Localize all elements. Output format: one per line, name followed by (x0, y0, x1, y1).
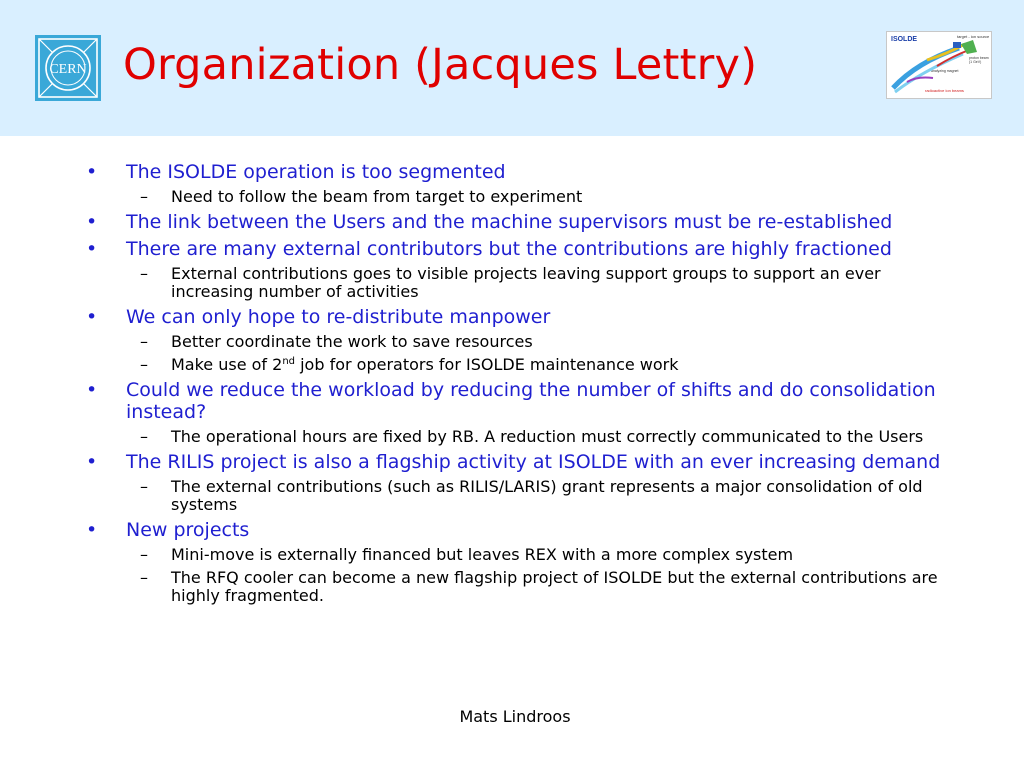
sub-bullet-item (86, 428, 946, 446)
dash-marker: – (140, 332, 148, 351)
dash-marker: – (140, 187, 148, 206)
bullet-item (86, 306, 946, 328)
svg-text:target - ion source: target - ion source (957, 34, 990, 39)
bullet-item (86, 519, 946, 541)
sub-bullet-text: The external contributions (such as RILIS/LARIS) grant represents a major consolidation of old systems (171, 477, 923, 514)
bullet-marker: • (86, 306, 98, 328)
sub-bullet-text: Mini-move is externally financed but leaves REX with a more complex system (171, 545, 794, 564)
dash-marker: – (140, 355, 148, 374)
bullet-text: The RILIS project is also a flagship activity at ISOLDE with an ever increasing demand (126, 451, 941, 473)
sub-bullet-text-post: job for operators for ISOLDE maintenance work (295, 355, 679, 374)
svg-text:radioactive ion beams: radioactive ion beams (925, 88, 964, 93)
cern-logo-text: CERN (49, 62, 87, 77)
dash-marker: – (140, 545, 148, 564)
bullet-marker: • (86, 379, 98, 401)
dash-marker: – (140, 568, 148, 587)
svg-text:proton beam: proton beam (969, 56, 989, 60)
bullet-item (86, 211, 946, 233)
sub-bullet-text: The operational hours are fixed by RB. A reduction must correctly communicated to the Users (171, 427, 924, 446)
bullet-text: There are many external contributors but the contributions are highly fractioned (126, 238, 892, 260)
dash-marker: – (140, 477, 148, 496)
bullet-text: New projects (126, 519, 250, 541)
bullet-text: We can only hope to re-distribute manpower (126, 306, 551, 328)
bullet-item (86, 451, 946, 473)
sub-bullet-item (86, 333, 946, 351)
slide-body (86, 156, 946, 605)
slide-title: Organization (Jacques Lettry) (123, 40, 758, 90)
bullet-text: Could we reduce the workload by reducing the number of shifts and do consolidation instead? (126, 379, 936, 423)
sub-bullet-text: Better coordinate the work to save resources (171, 332, 533, 351)
slide-footer-author: Mats Lindroos (459, 707, 571, 726)
svg-text:(1 GeV): (1 GeV) (969, 60, 982, 64)
bullet-marker: • (86, 161, 98, 183)
svg-text:analyzing magnet: analyzing magnet (931, 69, 959, 73)
sub-bullet-item (86, 546, 946, 564)
sub-bullet-item (86, 188, 946, 206)
bullet-item (86, 379, 946, 423)
sub-bullet-item (86, 356, 946, 374)
sub-bullet-item (86, 478, 946, 514)
bullet-item (86, 238, 946, 260)
slide-header (0, 0, 1024, 136)
bullet-item (86, 161, 946, 183)
sub-bullet-text: The RFQ cooler can become a new flagship project of ISOLDE but the external contributions are highly fragmented. (171, 568, 938, 605)
bullet-text: The link between the Users and the machine supervisors must be re-established (126, 211, 893, 233)
sub-bullet-text-pre: Make use of 2 (171, 355, 283, 374)
isolde-diagram-graphic (887, 32, 991, 98)
sub-bullet-text: External contributions goes to visible projects leaving support groups to support an ever increasing number of activities (171, 264, 881, 301)
dash-marker: – (140, 264, 148, 283)
bullet-marker: • (86, 238, 98, 260)
bullet-marker: • (86, 211, 98, 233)
dash-marker: – (140, 427, 148, 446)
sub-bullet-text: Need to follow the beam from target to experiment (171, 187, 583, 206)
sub-bullet-item (86, 265, 946, 301)
sub-bullet-item (86, 569, 946, 605)
bullet-text: The ISOLDE operation is too segmented (126, 161, 506, 183)
sub-bullet-superscript: nd (282, 356, 296, 367)
cern-logo-icon (35, 35, 101, 101)
bullet-marker: • (86, 451, 98, 473)
isolde-diagram-title: ISOLDE (891, 36, 918, 43)
isolde-diagram (886, 31, 992, 99)
bullet-marker: • (86, 519, 98, 541)
